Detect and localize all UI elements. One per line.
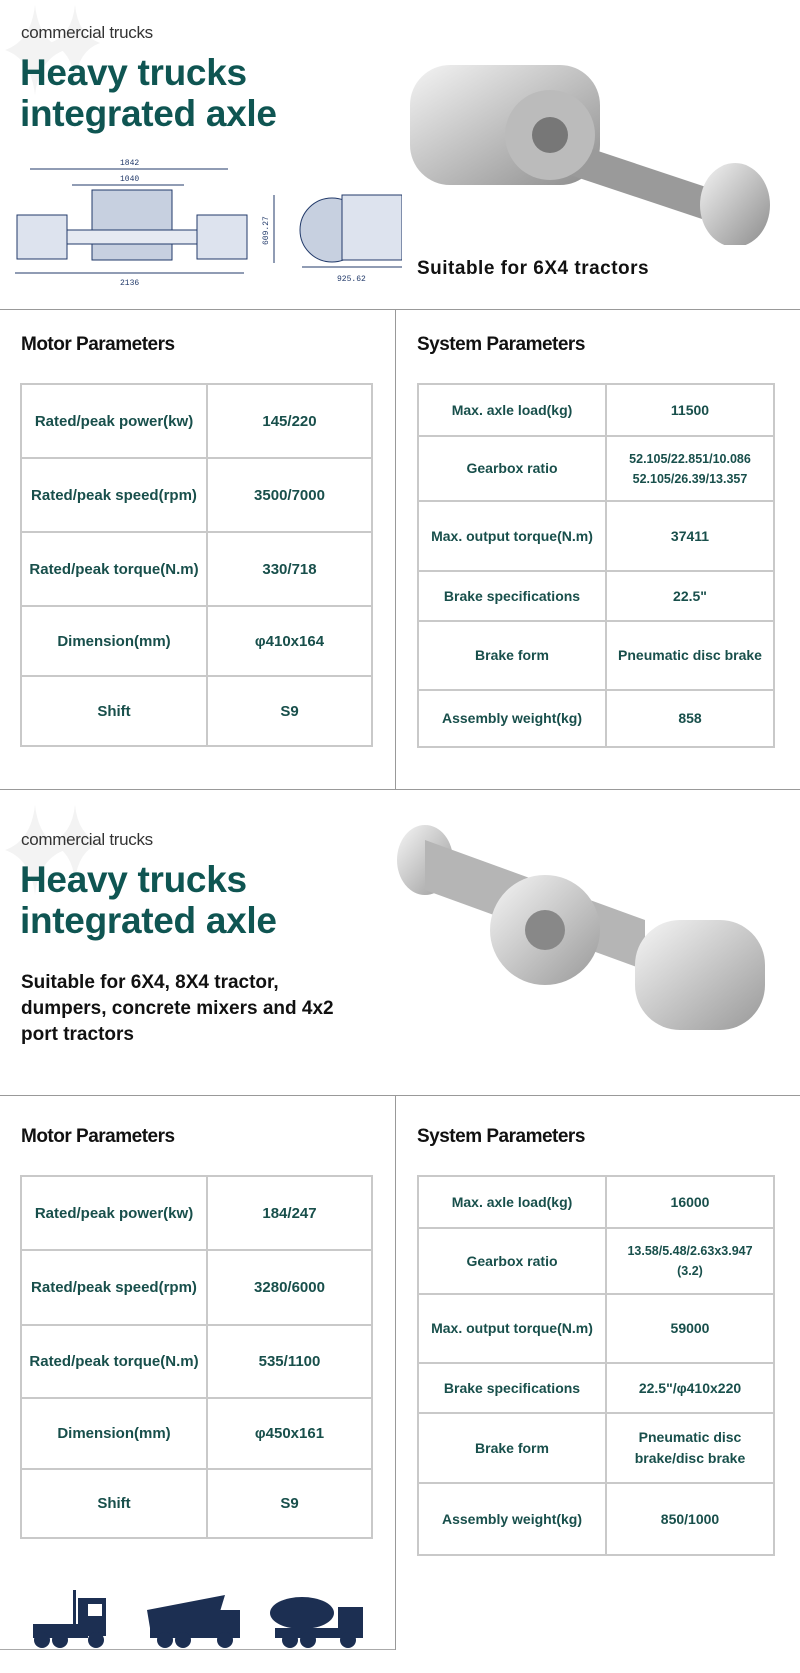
table-row — [418, 1176, 774, 1228]
dim-label: 609.27 — [262, 216, 271, 245]
param-label: Rated/peak torque(N.m) — [21, 1325, 207, 1398]
param-value: S9 — [207, 1469, 372, 1538]
table-row — [21, 384, 372, 458]
page-title: Heavy trucks integrated axle — [20, 52, 277, 134]
param-label: Brake specifications — [418, 571, 606, 621]
divider — [395, 1095, 396, 1650]
param-value: 16000 — [606, 1176, 774, 1228]
param-value: 145/220 — [207, 384, 372, 458]
param-value: Pneumatic disc brake/disc brake — [606, 1413, 774, 1483]
param-value: 22.5"/φ410x220 — [606, 1363, 774, 1413]
param-value: 184/247 — [207, 1176, 372, 1250]
tractor-truck-icon — [28, 1590, 118, 1650]
param-value: 52.105/22.851/10.086 52.105/26.39/13.357 — [606, 436, 774, 501]
divider — [395, 309, 396, 789]
param-value: 11500 — [606, 384, 774, 436]
table-row — [21, 606, 372, 676]
param-label: Max. axle load(kg) — [418, 384, 606, 436]
system-parameters-title: System Parameters — [417, 334, 585, 355]
divider — [0, 789, 800, 790]
table-row — [21, 1325, 372, 1398]
table-row — [418, 571, 774, 621]
category-label: commercial trucks — [21, 23, 153, 42]
table-row — [21, 1469, 372, 1538]
param-value: 858 — [606, 690, 774, 747]
param-value: φ450x161 — [207, 1398, 372, 1469]
param-label: Dimension(mm) — [21, 1398, 207, 1469]
motor-parameters-table — [20, 1175, 373, 1539]
table-row — [21, 1398, 372, 1469]
system-parameters-title: System Parameters — [417, 1126, 585, 1147]
param-value: Pneumatic disc brake — [606, 621, 774, 690]
param-label: Gearbox ratio — [418, 436, 606, 501]
param-value: S9 — [207, 676, 372, 746]
param-label: Brake form — [418, 1413, 606, 1483]
param-label: Shift — [21, 676, 207, 746]
suitable-text: Suitable for 6X4, 8X4 tractor, dumpers, concrete mixers and 4x2 port tractors — [21, 972, 334, 1045]
param-value: 850/1000 — [606, 1483, 774, 1555]
param-label: Brake form — [418, 621, 606, 690]
table-row — [21, 532, 372, 606]
param-label: Brake specifications — [418, 1363, 606, 1413]
concrete-mixer-truck-icon — [270, 1595, 370, 1650]
suitable-text: Suitable for 6X4 tractors — [417, 258, 650, 279]
dim-label: 925.62 — [337, 275, 366, 284]
table-row — [21, 676, 372, 746]
param-label: Max. output torque(N.m) — [418, 1294, 606, 1363]
divider — [0, 1095, 800, 1096]
param-value: φ410x164 — [207, 606, 372, 676]
param-label: Rated/peak power(kw) — [21, 384, 207, 458]
table-row — [418, 621, 774, 690]
dim-label: 1842 — [120, 159, 140, 168]
dim-label: 1040 — [120, 175, 140, 184]
motor-parameters-table — [20, 383, 373, 747]
param-label: Rated/peak speed(rpm) — [21, 458, 207, 532]
param-value: 535/1100 — [207, 1325, 372, 1398]
dim-label: 2136 — [120, 279, 140, 287]
axle-technical-drawing — [12, 155, 402, 287]
param-label: Assembly weight(kg) — [418, 1483, 606, 1555]
motor-parameters-title: Motor Parameters — [21, 1126, 175, 1147]
table-row — [418, 1483, 774, 1555]
param-value: 330/718 — [207, 532, 372, 606]
param-value: 37411 — [606, 501, 774, 571]
dump-truck-icon — [145, 1590, 245, 1650]
param-value: 59000 — [606, 1294, 774, 1363]
table-row — [418, 1413, 774, 1483]
param-label: Rated/peak speed(rpm) — [21, 1250, 207, 1325]
table-row — [418, 501, 774, 571]
axle-product-image — [400, 35, 780, 245]
axle-product-image — [395, 820, 795, 1040]
system-parameters-table — [417, 383, 775, 748]
table-row — [418, 384, 774, 436]
table-row — [418, 1294, 774, 1363]
param-label: Rated/peak power(kw) — [21, 1176, 207, 1250]
table-row — [418, 1228, 774, 1294]
category-label: commercial trucks — [21, 830, 153, 849]
table-row — [418, 690, 774, 747]
param-label: Assembly weight(kg) — [418, 690, 606, 747]
param-value: 13.58/5.48/2.63x3.947 (3.2) — [606, 1228, 774, 1294]
param-label: Max. axle load(kg) — [418, 1176, 606, 1228]
param-label: Max. output torque(N.m) — [418, 501, 606, 571]
table-row — [21, 458, 372, 532]
table-row — [418, 436, 774, 501]
table-row — [418, 1363, 774, 1413]
table-row — [21, 1250, 372, 1325]
table-row — [21, 1176, 372, 1250]
system-parameters-table — [417, 1175, 775, 1556]
param-label: Rated/peak torque(N.m) — [21, 532, 207, 606]
param-label: Gearbox ratio — [418, 1228, 606, 1294]
param-value: 3280/6000 — [207, 1250, 372, 1325]
param-label: Shift — [21, 1469, 207, 1538]
param-value: 22.5" — [606, 571, 774, 621]
motor-parameters-title: Motor Parameters — [21, 334, 175, 355]
page-title: Heavy trucks integrated axle — [20, 859, 277, 941]
param-label: Dimension(mm) — [21, 606, 207, 676]
divider — [0, 309, 800, 310]
param-value: 3500/7000 — [207, 458, 372, 532]
